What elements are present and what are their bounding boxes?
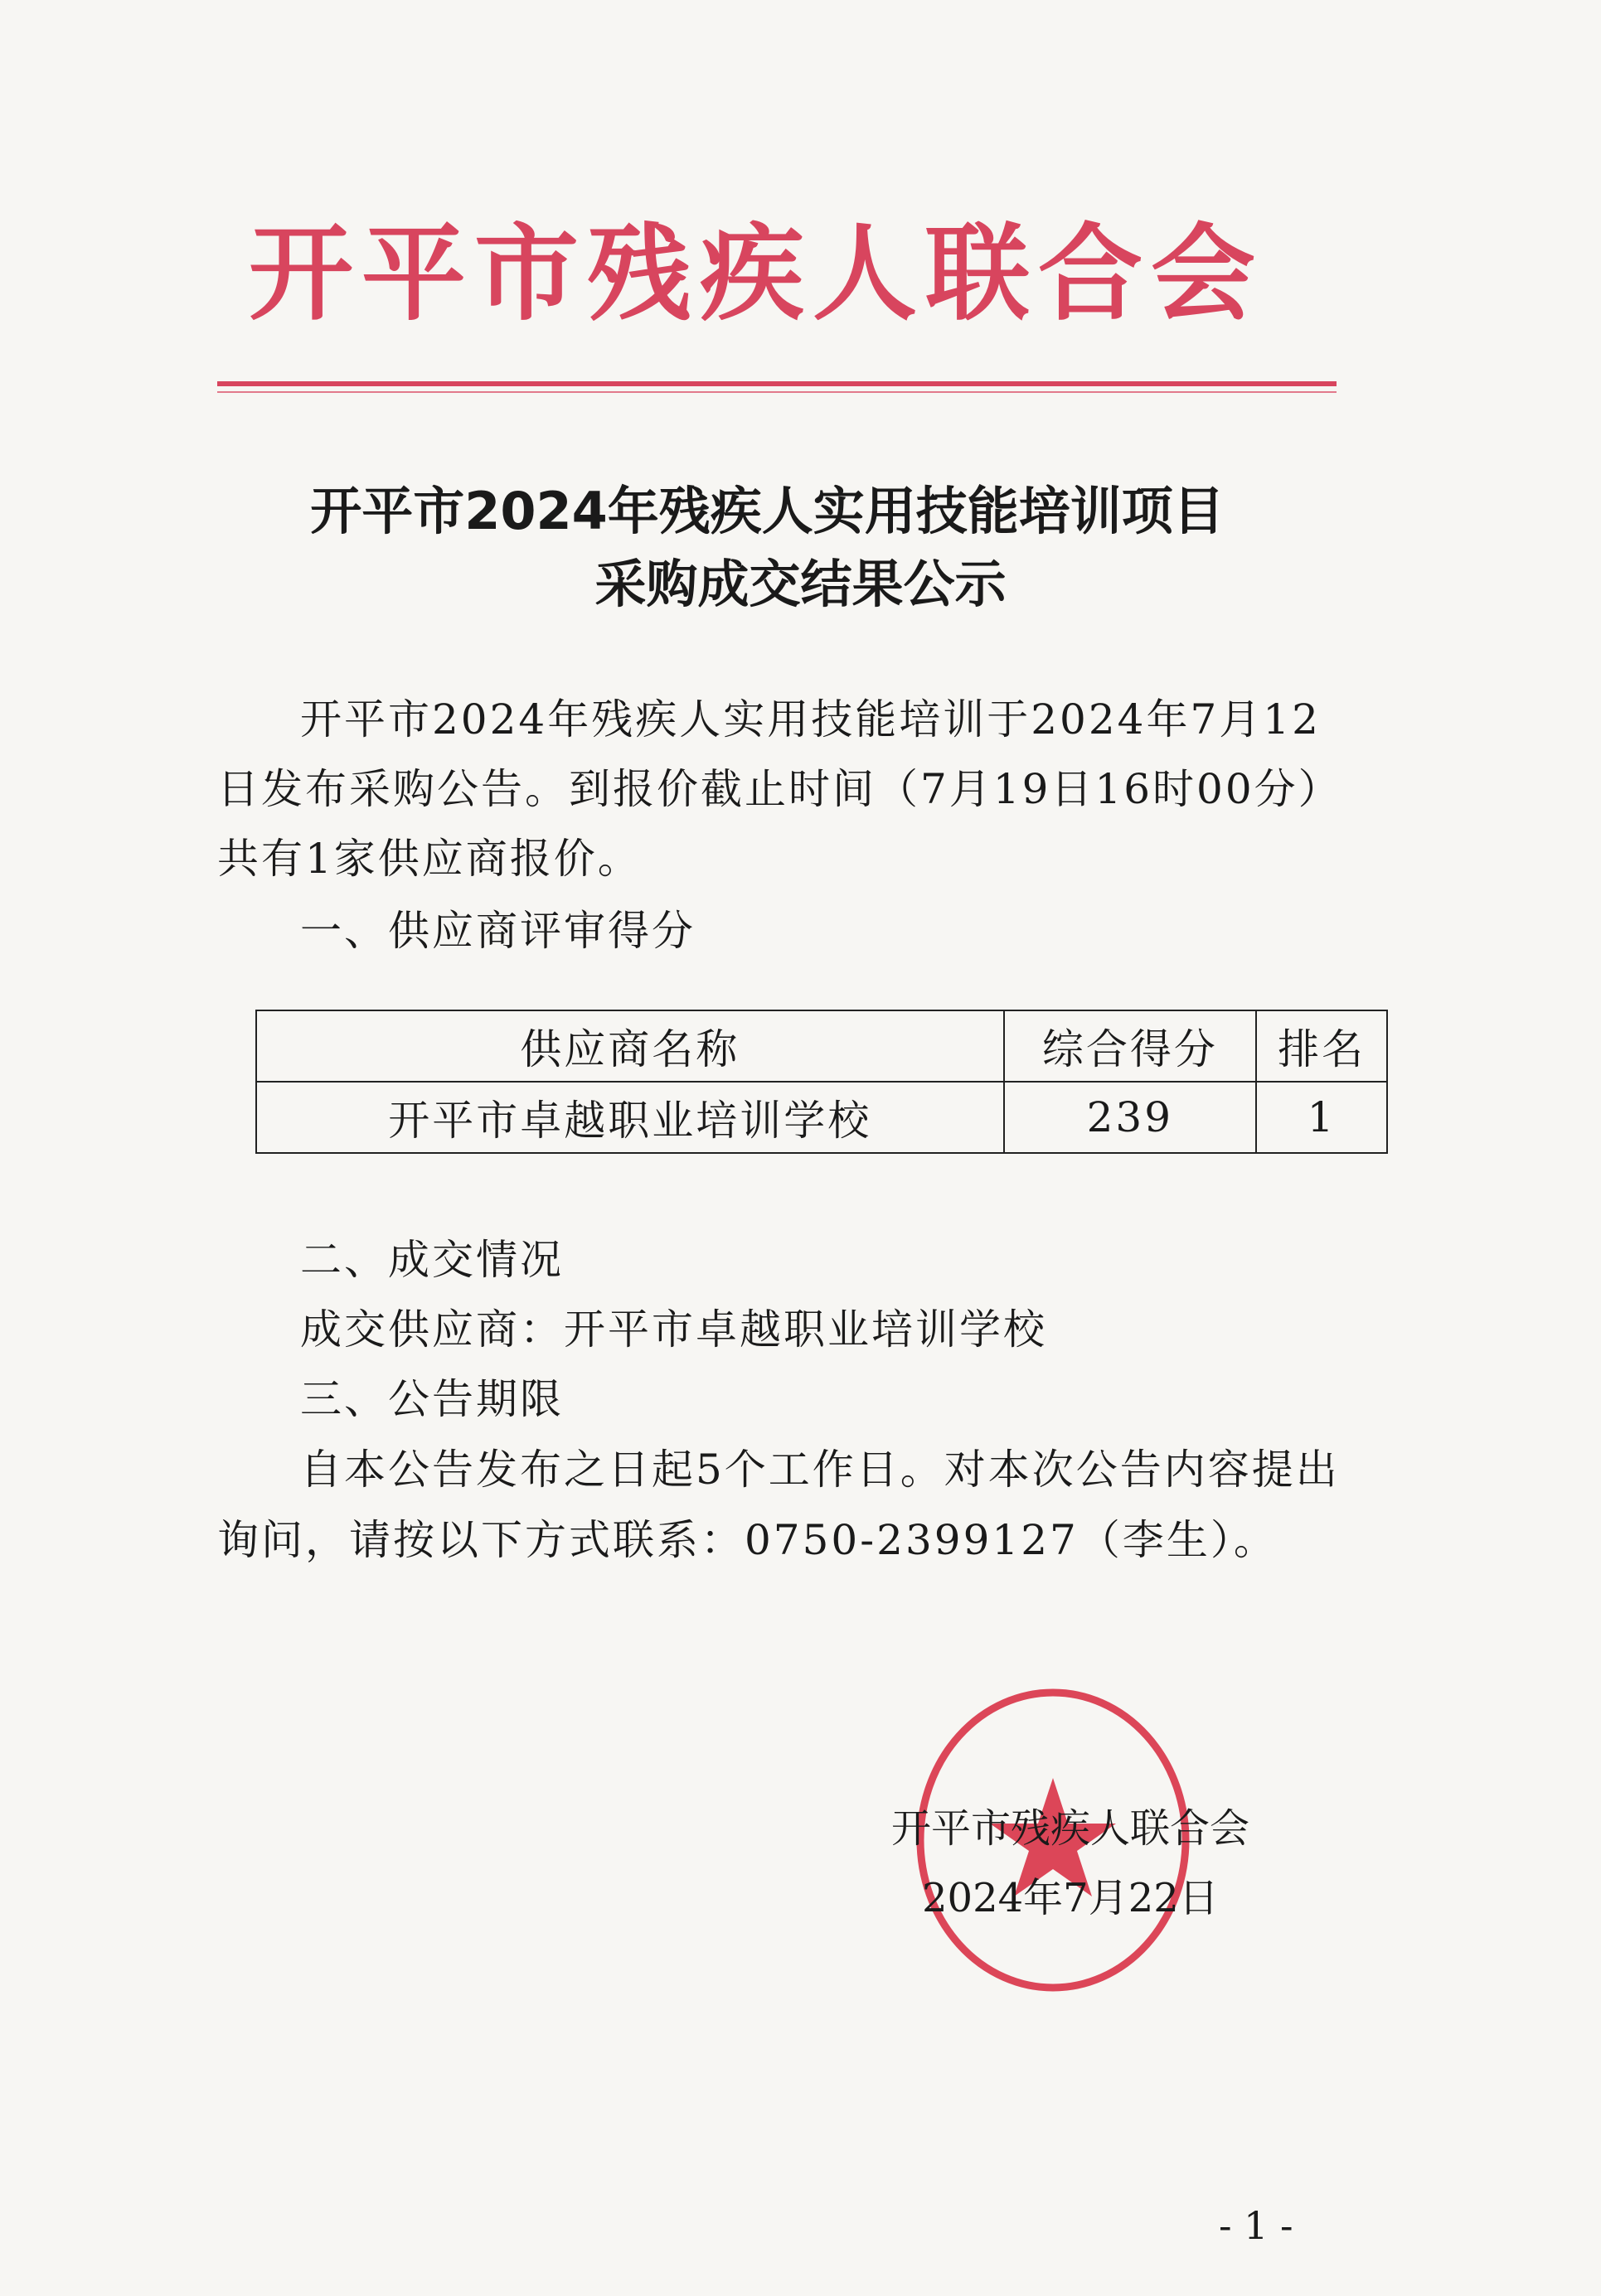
cell-rank: 1 — [1256, 1082, 1387, 1153]
signature-date: 2024年7月22日 — [922, 1875, 1219, 1921]
page-number: - 1 - — [1219, 2203, 1293, 2248]
intro-line2: 日发布采购公告。到报价截止时间（7月19日16时00分） — [217, 765, 1342, 813]
score-table — [255, 1010, 1388, 1154]
letterhead-rule — [217, 381, 1337, 386]
signature-org: 开平市残疾人联合会 — [891, 1805, 1250, 1852]
table-header-row — [256, 1010, 1387, 1082]
section3-heading: 三、公告期限 — [300, 1375, 564, 1423]
intro-line3: 共有1家供应商报价。 — [217, 835, 642, 883]
document-title-line2: 采购成交结果公示 — [594, 554, 1007, 614]
section1-heading: 一、供应商评审得分 — [300, 907, 696, 955]
table-row — [256, 1082, 1387, 1153]
org-letterhead: 开平市残疾人联合会 — [249, 213, 1264, 335]
header-total-score: 综合得分 — [1004, 1010, 1257, 1082]
section2-body: 成交供应商：开平市卓越职业培训学校 — [300, 1305, 1047, 1354]
letterhead-rule-thin — [217, 391, 1337, 393]
section2-heading: 二、成交情况 — [300, 1236, 564, 1284]
document-title-line1: 开平市2024年残疾人实用技能培训项目 — [310, 481, 1225, 541]
header-supplier-name: 供应商名称 — [256, 1010, 1004, 1082]
cell-supplier-name: 开平市卓越职业培训学校 — [256, 1082, 1004, 1153]
intro-line1: 开平市2024年残疾人实用技能培训于2024年7月12 — [300, 695, 1321, 744]
section3-line2: 询问，请按以下方式联系：0750-2399127（李生）。 — [217, 1516, 1278, 1564]
section3-line1: 自本公告发布之日起5个工作日。对本次公告内容提出 — [300, 1446, 1340, 1494]
header-rank: 排名 — [1256, 1010, 1387, 1082]
cell-total-score: 239 — [1004, 1082, 1257, 1153]
